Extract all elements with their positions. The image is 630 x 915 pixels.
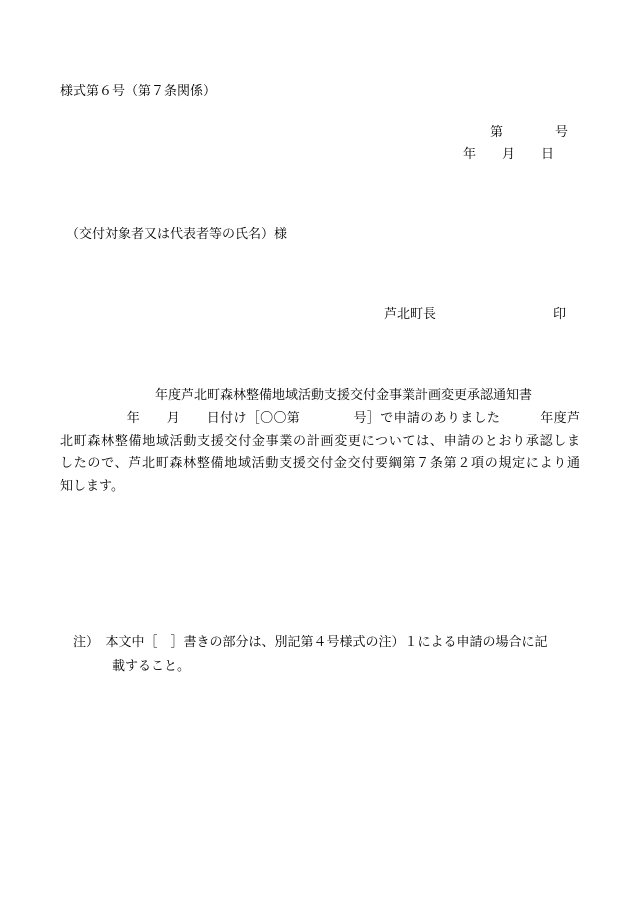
body-line: したので、芦北町森林整備地域活動支援交付金交付要綱第７条第２項の規定により通 [60,456,580,471]
body-text [60,408,580,498]
body-line: 北町森林整備地域活動支援交付金事業の計画変更については、申請のとおり承認しま [60,433,580,449]
addressee: （交付対象者又は代表者等の氏名）様 [66,227,288,242]
form-number: 様式第６号（第７条関係） [60,84,217,99]
footnote-line: 注） 本文中［ ］書きの部分は、別記第４号様式の注）１による申請の場合に記 [60,635,548,650]
footnote [60,631,580,679]
document-title: 年度芦北町森林整備地域活動支援交付金事業計画変更承認通知書 [155,388,533,403]
body-line: 年 月 日付け［〇〇第 号］で申請のありました 年度芦 [60,411,580,426]
body-line: 知します。 [60,478,124,494]
footnote-line: 載すること。 [60,659,191,674]
document-number: 第 号 [490,125,569,140]
document-date: 年 月 日 [463,147,555,162]
issuer-line: 芦北町長 印 [384,307,567,322]
